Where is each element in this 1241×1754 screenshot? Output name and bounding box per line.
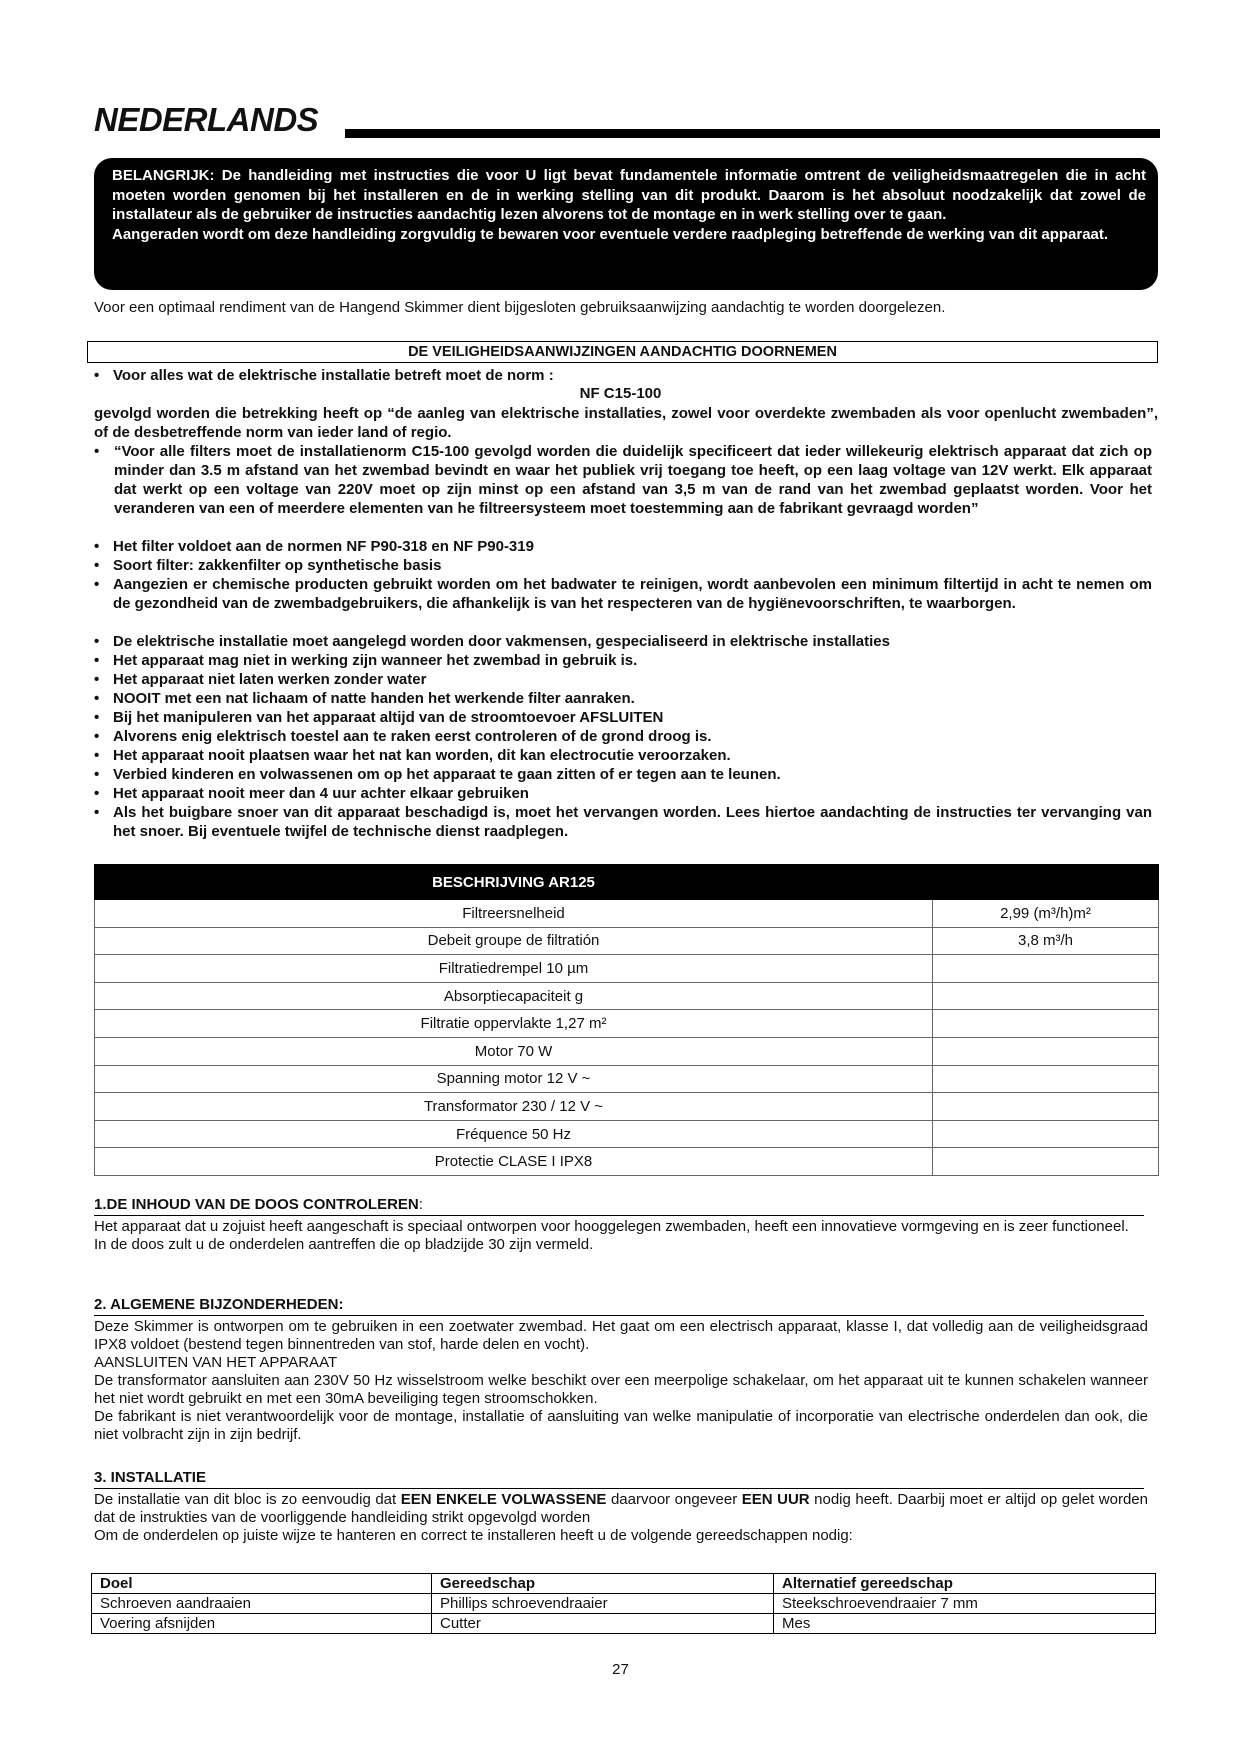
bullet-icon: • [94,747,100,764]
safety-bullet: • Aangezien er chemische producten gebruikt worden om het badwater te reinigen, wordt aanbevolen een minimum filtertijd in acht te nemen om de gezondheid van de zwembadgebruikers, die afhankelijk is van het respecteren van de hygiënevoorschriften, te waarborgen. [94,576,1152,612]
intro-text: Voor een optimaal rendiment van de Hangend Skimmer dient bijgesloten gebruiksaanwijzing aandachtig te worden doorgelezen. [94,299,946,316]
bullet-icon: • [94,633,100,650]
bullet-icon: • [94,766,100,783]
safety-bullet: • Als het buigbare snoer van dit apparaat beschadigd is, moet het vervangen worden. Lees hiertoe aandachting de instructies ter vervanging van het snoer. Bij eventuele twijfel de technische dienst raadplegen. [94,804,1152,840]
section-3-body: De installatie van dit bloc is zo eenvoudig dat EEN ENKELE VOLWASSENE daarvoor ongeveer EEN UUR nodig heeft. Daarbij moet er altijd op gelet worden dat de instrukties van de voorliggende handleiding strikt opgevolgd worden Om de onderdelen op juiste wijze te hanteren en correct te installeren heeft u de volgende gereedschappen nodig: [94,1491,1148,1544]
bullet-icon: • [94,652,100,669]
safety-bullet: • Het apparaat mag niet in werking zijn wanneer het zwembad in gebruik is. [94,652,638,669]
bullet-icon: • [94,709,100,726]
safety-bullet: • De elektrische installatie moet aangelegd worden door vakmensen, gespecialiseerd in elektrische installaties [94,633,890,650]
section-1-title: 1.DE INHOUD VAN DE DOOS CONTROLEREN: [94,1196,423,1213]
norm-code: NF C15-100 [579,385,662,402]
table-row: Spanning motor 12 V ~ [95,1065,1159,1093]
safety-bullet: • NOOIT met een nat lichaam of natte handen het werkende filter aanraken. [94,690,635,707]
tools-table-header: Doel Gereedschap Alternatief gereedschap [92,1574,1156,1594]
title-rule [345,129,1160,138]
table-row: Fréquence 50 Hz [95,1120,1159,1148]
section-2-title: 2. ALGEMENE BIJZONDERHEDEN: [94,1296,344,1313]
table-row: Motor 70 W [95,1037,1159,1065]
important-paragraph-2: Aangeraden wordt om deze handleiding zorgvuldig te bewaren voor eventuele verdere raadpleging betreffende de werking van dit apparaat. [112,225,1109,243]
safety-bullet-norm [94,366,634,385]
safety-header: DE VEILIGHEIDSAANWIJZINGEN AANDACHTIG DOORNEMEN [87,341,1158,363]
spec-table [94,864,1159,1176]
spec-header-value [933,865,1159,900]
bullet-icon: • [94,671,100,688]
table-row: Protectie CLASE I IPX8 [95,1148,1159,1176]
safety-bullet: • Alvorens enig elektrisch toestel aan te raken eerst controleren of de grond droog is. [94,728,712,745]
table-row: Schroeven aandraaien Phillips schroevendraaier Steekschroevendraaier 7 mm [92,1594,1156,1614]
table-row: Filtreersnelheid 2,99 (m³/h)m² [95,900,1159,928]
safety-bullet: • Het apparaat niet laten werken zonder water [94,671,427,688]
bullet-icon: • [94,576,100,593]
bullet-icon: • [94,443,100,460]
page-number: 27 [612,1661,629,1678]
important-notice [94,158,1158,290]
safety-bullet: • Soort filter: zakkenfilter op synthetische basis [94,557,442,574]
section-3-title: 3. INSTALLATIE [94,1469,206,1486]
bullet-icon: • [94,728,100,745]
spec-table-header [95,865,1159,900]
bullet-icon: • [94,690,100,707]
section-2-rule [94,1315,1144,1316]
section-1-rule [94,1215,1144,1216]
table-row: Transformator 230 / 12 V ~ [95,1093,1159,1121]
safety-bullet: • Bij het manipuleren van het apparaat altijd van de stroomtoevoer AFSLUITEN [94,709,664,726]
safety-bullet: • “Voor alle filters moet de installatienorm C15-100 gevolgd worden die duidelijk specificeert dat ieder willekeurig elektrisch apparaat dat zich op minder dan 3.5 m afstand van het zwembad bevindt en waar het publiek vrij toegang toe heeft, op een laag voltage van 12V werkt. Elk apparaat dat werkt op een voltage van 220V moet op zijn minst op een afstand van 3,5 m van de rand van het zwembad geplaatst worden. Voor het veranderen van een of meerdere elementen van he filtreersysteem moet toestemming aan de fabrikant gevraagd worden” [94,443,1152,517]
bullet-icon: • [94,785,100,802]
spec-header-label: BESCHRIJVING AR125 [95,865,933,900]
section-1-body: Het apparaat dat u zojuist heeft aangeschaft is speciaal ontworpen voor hooggelegen zwembaden, heeft een innovatieve vormgeving en is zeer functioneel. In de doos zult u de onderdelen aantreffen die op bladzijde 30 zijn vermeld. [94,1218,1129,1253]
safety-bullet: • Het filter voldoet aan de normen NF P90-318 en NF P90-319 [94,538,534,555]
bullet-icon: • [94,804,100,821]
table-row: Debeit groupe de filtratión 3,8 m³/h [95,927,1159,955]
norm-intro: Voor alles wat de elektrische installatie betreft moet de norm : [113,367,554,384]
important-paragraph-1: BELANGRIJK: De handleiding met instructies die voor U ligt bevat fundamentele informatie omtrent de veiligheidsmaatregelen die in acht moeten worden genomen bij het installeren en de in werking stelling van dit produkt. Daarom is het absoluut noodzakelijk dat zowel de installateur als de gebruiker de instructies aandachtig lezen alvorens tot de montage en in werk stelling over te gaan. [112,167,1146,223]
table-row: Absorptiecapaciteit g [95,982,1159,1010]
table-row: Filtratiedrempel 10 µm [95,955,1159,983]
safety-bullet: • Het apparaat nooit plaatsen waar het nat kan worden, dit kan electrocutie veroorzaken. [94,747,731,764]
safety-bullet: • Het apparaat nooit meer dan 4 uur achter elkaar gebruiken [94,785,529,802]
norm-text: gevolgd worden die betrekking heeft op “de aanleg van elektrische installaties, zowel voor overdekte zwembaden als voor openlucht zwembaden”, of de desbetreffende norm van ieder land of regio. [94,405,1158,441]
table-row: Voering afsnijden Cutter Mes [92,1614,1156,1634]
section-2-body: Deze Skimmer is ontworpen om te gebruiken in een zoetwater zwembad. Het gaat om een electrisch apparaat, klasse I, dat volledig aan de veiligheidsgraad IPX8 voldoet (bestend tegen binnentreden van stof, harde delen en vocht). AANSLUITEN VAN HET APPARAAT De transformator aansluiten aan 230V 50 Hz wisselstroom welke beschikt over een meerpolige schakelaar, om het apparaat uit te kunnen schakelen wanneer het niet wordt gebruikt en met een 30mA beveiliging tegen stroomschokken. De fabrikant is niet verantwoordelijk voor de montage, installatie of aansluiting van welke manipulatie of incorporatie van electrische onderdelen dan ook, die niet volbracht zijn in zijn bedrijf. [94,1318,1148,1443]
safety-bullet: • Verbied kinderen en volwassenen om op het apparaat te gaan zitten of er tegen aan te leunen. [94,766,781,783]
bullet-icon: • [94,538,100,555]
page-title: NEDERLANDS [94,101,319,138]
tools-table [91,1573,1156,1634]
bullet-icon: • [94,557,100,574]
table-row: Filtratie oppervlakte 1,27 m² [95,1010,1159,1038]
bullet-icon: • [94,367,100,384]
section-3-rule [94,1488,1144,1489]
